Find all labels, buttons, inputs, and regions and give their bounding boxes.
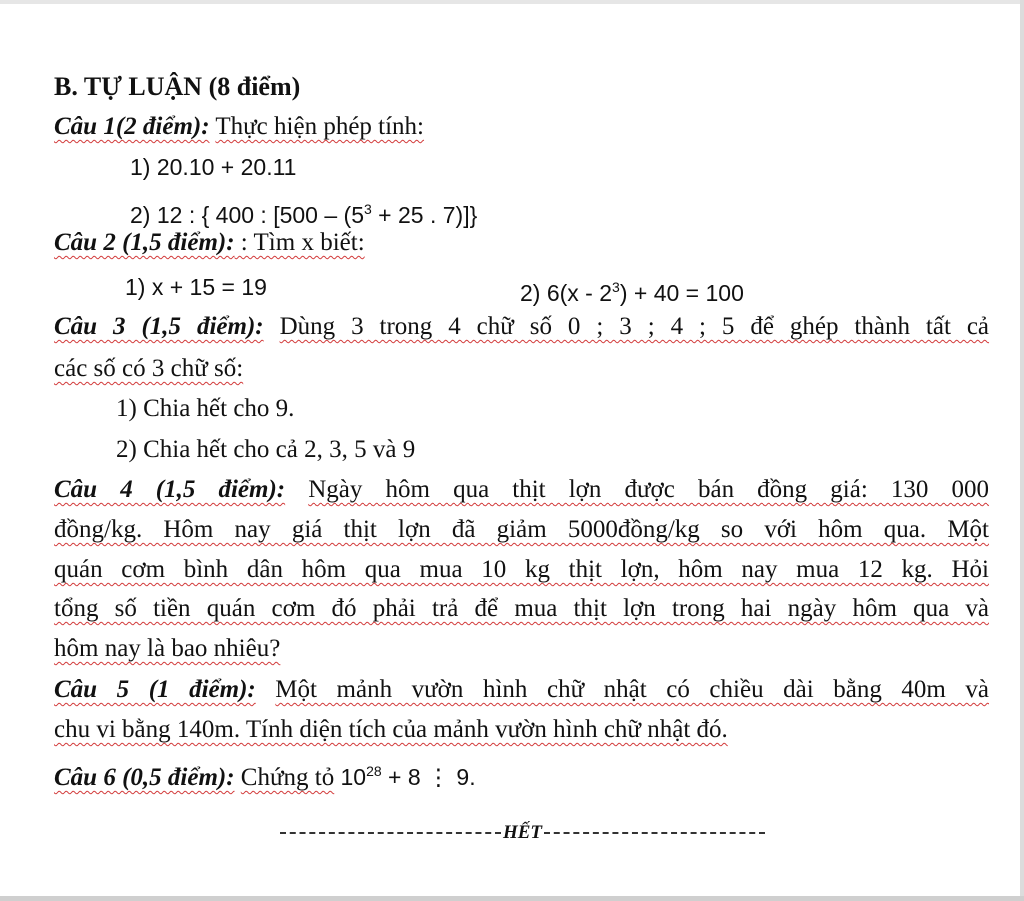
question-2-text: : Tìm x biết: bbox=[234, 229, 365, 256]
question-5-label: Câu 5 (1 điểm): bbox=[54, 676, 256, 703]
question-2-item-1: 1) x + 15 = 19 bbox=[125, 274, 267, 300]
question-6-line bbox=[54, 756, 476, 793]
question-4-line-1: Câu 4 (1,5 điểm): Ngày hôm qua thịt lợn được bán đồng giá: 130 000 bbox=[54, 476, 990, 503]
question-4-line-4: tổng số tiền quán cơm đó phải trả để mua thịt lợn trong hai ngày hôm qua và bbox=[54, 595, 989, 622]
question-3-line-2: các số có 3 chữ số: bbox=[54, 355, 244, 382]
question-4-line-2: đồng/kg. Hôm nay giá thịt lợn đã giảm 5000đồng/kg so với hôm qua. Một bbox=[54, 516, 989, 543]
question-2-label: Câu 2 (1,5 điểm): bbox=[54, 229, 235, 256]
question-1-header bbox=[54, 112, 424, 142]
question-1-item-1: 1) 20.10 + 20.11 bbox=[130, 154, 297, 180]
end-text: HẾT bbox=[502, 822, 543, 843]
question-3-item-1: 1) Chia hết cho 9. bbox=[116, 395, 295, 422]
question-1-text: Thực hiện phép tính: bbox=[215, 113, 425, 140]
question-5-line-2: chu vi bằng 140m. Tính diện tích của mảnh vườn hình chữ nhật đó. bbox=[54, 716, 728, 743]
question-3-item-2: 2) Chia hết cho cả 2, 3, 5 và 9 bbox=[116, 436, 416, 463]
question-4-label: Câu 4 (1,5 điểm): bbox=[54, 476, 286, 503]
question-6-expression: $10^{28} + 8$ ⋮ 9. bbox=[340, 763, 476, 790]
section-title: B. TỰ LUẬN (8 điểm) bbox=[54, 72, 301, 101]
page-right-edge bbox=[1020, 0, 1024, 901]
question-1-label: Câu 1(2 điểm): bbox=[54, 113, 210, 140]
page-bottom-edge bbox=[0, 896, 1024, 901]
question-3-label: Câu 3 (1,5 điểm): bbox=[54, 313, 264, 340]
question-1-item-2: 2) 12 : { 400 : [$500 - (5^3 + 25$ . 7)]} bbox=[130, 201, 478, 228]
question-4-line-5: hôm nay là bao nhiêu? bbox=[54, 635, 281, 662]
question-3-line-1: Câu 3 (1,5 điểm): Dùng 3 trong 4 chữ số 0 ; 3 ; 4 ; 5 để ghép thành tất cả bbox=[54, 313, 990, 340]
end-marker bbox=[280, 818, 765, 848]
end-dashes-right bbox=[544, 832, 765, 834]
question-5-line-1: Câu 5 (1 điểm): Một mảnh vườn hình chữ nhật có chiều dài bằng 40m và bbox=[54, 676, 989, 703]
question-2-header bbox=[54, 228, 365, 258]
page-top-edge bbox=[0, 0, 1024, 4]
end-dashes-left bbox=[280, 832, 501, 834]
question-6-label: Câu 6 (0,5 điểm): bbox=[54, 764, 235, 791]
question-4-line-3: quán cơm bình dân hôm qua mua 10 kg thịt lợn, hôm nay mua 12 kg. Hỏi bbox=[54, 556, 989, 583]
question-2-item-2: 2) $6(x - 2^3) + 40 = 100$ bbox=[520, 279, 744, 306]
question-6-text: Chứng tỏ bbox=[240, 764, 335, 791]
